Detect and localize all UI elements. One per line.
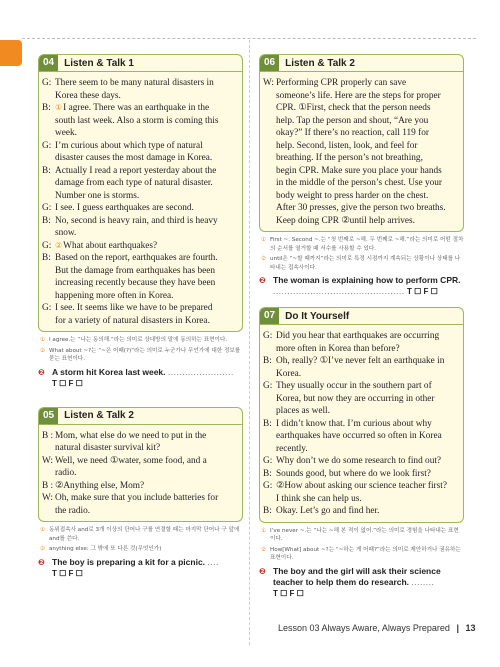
notes <box>259 523 464 563</box>
dialogue-line <box>42 115 238 128</box>
section-number: 04 <box>39 55 58 71</box>
dialogue-line <box>42 102 238 115</box>
note-number: ② <box>40 347 46 354</box>
grammar-note <box>261 236 464 253</box>
line-text <box>276 127 459 140</box>
section-06 <box>259 54 464 232</box>
speaker-label <box>42 442 55 455</box>
line-text-content: CPR. ①First, check that the person needs <box>276 103 431 113</box>
line-text <box>276 380 459 393</box>
line-text <box>276 77 459 90</box>
dialogue-line <box>263 102 459 115</box>
line-text-content: begin CPR. Make sure you place your hands <box>276 165 442 176</box>
line-text <box>55 442 238 455</box>
line-text-content: I see. It seems like we have to be prepared <box>55 303 213 313</box>
dialogue-line <box>42 302 238 315</box>
speaker-label <box>42 227 55 240</box>
speaker-label <box>263 493 276 506</box>
line-text-content: Mom, what else do we need to put in the <box>55 430 207 441</box>
speaker-label <box>42 190 55 203</box>
line-text <box>276 102 459 115</box>
grammar-note <box>261 546 464 563</box>
line-text-content: I agree. There was an earthquake in the <box>63 103 210 113</box>
dialogue <box>39 425 242 522</box>
dialogue-line <box>42 442 238 455</box>
question-text: The boy and the girl will ask their science teacher to help them do research. <box>273 565 441 587</box>
speaker-label <box>263 443 276 456</box>
line-text-content: for a variety of natural disasters in Korea. <box>55 315 210 326</box>
true-false-boxes: T ☐ F ☐ <box>52 378 83 388</box>
speaker-label: W: <box>42 455 54 466</box>
question-text: The woman is explaining how to perform CPR. <box>273 275 461 285</box>
note-number: ① <box>261 527 267 534</box>
speaker-label <box>42 152 55 165</box>
page-edge-tab <box>0 40 22 66</box>
grammar-note <box>40 336 243 345</box>
speaker-label <box>263 202 276 215</box>
line-text-content: disaster causes the most damage in Korea. <box>55 153 213 163</box>
line-text <box>55 290 238 303</box>
dialogue-line <box>263 355 459 368</box>
line-text-content: They usually occur in the southern part of <box>276 381 432 391</box>
line-text-content: radio. <box>55 468 77 478</box>
note-marker: ② <box>55 240 63 250</box>
line-text-content: Korea. <box>276 368 302 379</box>
line-text-content: earthquakes have occurred so often in Korea <box>276 431 442 441</box>
dialogue-line <box>263 115 459 128</box>
speaker-label <box>263 343 276 356</box>
line-text-content: increasing recently because they have been <box>55 278 216 288</box>
speaker-label <box>42 90 55 103</box>
dialogue-line <box>42 165 238 178</box>
right-column <box>259 54 464 599</box>
section-header <box>260 55 463 72</box>
dialogue-line <box>263 127 459 140</box>
line-text <box>276 355 459 368</box>
line-text <box>55 90 238 103</box>
speaker-label <box>42 277 55 290</box>
dialogue-line <box>42 290 238 303</box>
line-text-content: I see. I guess earthquakes are second. <box>55 203 194 213</box>
speaker-label <box>42 290 55 303</box>
speaker-label: B: <box>42 103 51 113</box>
note-text: I’ve never ~.는 “나는 ~해 본 적이 없어.”라는 의미로 경험을 나타내는 표현이다. <box>270 527 459 542</box>
dialogue-line <box>263 418 459 431</box>
line-text <box>55 315 238 328</box>
section-header <box>260 308 463 325</box>
line-text <box>276 443 459 456</box>
speaker-label: W: <box>42 493 54 503</box>
dialogue-line <box>42 140 238 153</box>
line-text-content: After 30 presses, give the person two breaths. <box>276 203 446 213</box>
column-divider <box>249 40 250 645</box>
dialogue-line <box>42 152 238 165</box>
speaker-label: B: <box>42 165 51 176</box>
speaker-label <box>263 393 276 406</box>
line-text <box>55 240 238 253</box>
dialogue-line <box>42 455 238 468</box>
line-text-content: natural disaster survival kit? <box>55 443 161 453</box>
line-text <box>55 252 238 265</box>
line-text <box>55 227 238 240</box>
line-text-content: body weight to press harder on the chest. <box>276 190 429 201</box>
footer-lesson: Lesson 03 Always Aware, Always Prepared <box>278 623 450 633</box>
dialogue-line <box>263 343 459 356</box>
speaker-label: B : <box>42 480 54 491</box>
dialogue-line <box>263 202 459 215</box>
line-text-content: south last week. Also a storm is coming this <box>55 115 219 126</box>
speaker-label: G: <box>42 78 52 88</box>
question-icon: ❷ <box>38 367 45 377</box>
notes <box>38 332 243 364</box>
note-text: What about ~?는 “~은 어때(?)”라는 의미로 누군가나 무언가에 대한 정보를 묻는 표현이다. <box>49 347 241 362</box>
speaker-label: B: <box>263 356 272 366</box>
line-text-content: Well, we need ①water, some food, and a <box>55 455 207 466</box>
line-text <box>276 330 459 343</box>
line-text <box>276 202 459 215</box>
line-text <box>55 467 238 480</box>
speaker-label <box>263 140 276 153</box>
line-text-content: Number one is storms. <box>55 190 140 201</box>
dialogue-line <box>263 405 459 418</box>
line-text-content: Based on the report, earthquakes are fourth. <box>55 253 218 263</box>
speaker-label: B: <box>263 506 272 516</box>
dialogue-line <box>42 467 238 480</box>
question-text: A storm hit Korea last week. <box>52 366 166 377</box>
speaker-label <box>263 127 276 140</box>
line-text-content: the radio. <box>55 505 91 516</box>
line-text <box>276 393 459 406</box>
line-text <box>276 343 459 356</box>
line-text <box>276 177 459 190</box>
line-text-content: Performing CPR properly can save <box>276 78 407 88</box>
speaker-label <box>263 90 276 103</box>
line-text <box>55 505 238 518</box>
dialogue-line <box>263 430 459 443</box>
dialogue-line <box>263 152 459 165</box>
line-text <box>276 152 459 165</box>
line-text-content: damage from each type of natural disaster. <box>55 178 213 188</box>
dialogue <box>260 325 463 522</box>
dialogue-line <box>263 480 459 493</box>
dialogue-line <box>42 492 238 505</box>
line-text <box>276 505 459 518</box>
dialogue-line <box>263 165 459 178</box>
dialogue-line <box>42 190 238 203</box>
line-text <box>276 190 459 203</box>
section-title: Do It Yourself <box>285 310 350 322</box>
speaker-label <box>263 405 276 418</box>
speaker-label: B: <box>42 215 51 226</box>
line-text-content: But the damage from earthquakes has been <box>55 265 216 276</box>
line-text-content: Korea these days. <box>55 90 121 101</box>
question-text: The boy is preparing a kit for a picnic. <box>52 556 206 567</box>
line-text <box>55 202 238 215</box>
line-text <box>55 430 238 443</box>
dialogue-line <box>42 252 238 265</box>
line-text <box>276 215 459 228</box>
line-text-content: Keep doing CPR ②until help arrives. <box>276 215 415 226</box>
dialogue-line <box>42 215 238 228</box>
line-text-content: ②How about asking our science teacher first? <box>276 481 447 491</box>
line-text <box>55 77 238 90</box>
line-text-content: ②Anything else, Mom? <box>55 480 145 491</box>
speaker-label <box>42 505 55 518</box>
line-text <box>55 455 238 468</box>
note-number: ① <box>40 337 46 343</box>
speaker-label <box>263 152 276 165</box>
question-icon: ❷ <box>259 566 266 576</box>
dialogue <box>39 72 242 331</box>
page-footer: Lesson 03 Always Aware, Always Prepared | 13 <box>278 623 476 633</box>
question-icon: ❷ <box>38 557 45 567</box>
line-text-content: help. Second, listen, look, and feel for <box>276 140 418 151</box>
section-header <box>39 55 242 72</box>
line-text <box>55 480 238 493</box>
note-text: 동위접속사 and로 3개 이상의 단어나 구를 연결할 때는 마지막 단어나 구 앞에 and를 쓴다. <box>49 527 240 542</box>
line-text-content: more often in Korea than before? <box>276 343 400 354</box>
dialogue-line <box>263 393 459 406</box>
line-text <box>55 492 238 505</box>
speaker-label <box>263 177 276 190</box>
line-text-content: Okay. Let’s go and find her. <box>276 506 380 516</box>
dialogue-line <box>42 77 238 90</box>
question-icon: ❷ <box>259 276 266 285</box>
dialogue-line <box>42 90 238 103</box>
line-text-content: places as well. <box>276 406 330 416</box>
line-text <box>276 368 459 381</box>
dialogue-line <box>42 430 238 443</box>
speaker-label <box>42 115 55 128</box>
grammar-note <box>40 526 243 543</box>
line-text <box>55 152 238 165</box>
speaker-label <box>42 467 55 480</box>
section-07 <box>259 307 464 523</box>
speaker-label: G: <box>42 140 52 151</box>
line-text-content: snow. <box>55 228 77 238</box>
section-title: Listen & Talk 1 <box>64 57 134 69</box>
section-number: 06 <box>260 55 279 71</box>
speaker-label <box>263 215 276 228</box>
tf-question: ❷ The boy is preparing a kit for a picnic. .... T ☐ F ☐ <box>38 556 219 578</box>
line-text-content: I didn’t know that. I’m curious about why <box>276 418 432 429</box>
line-text-content: happening more often in Korea. <box>55 290 174 301</box>
speaker-label: B : <box>42 430 54 441</box>
dialogue-line <box>42 202 238 215</box>
line-text-content: Sounds good, but where do we look first? <box>276 468 431 479</box>
section-04 <box>38 54 243 332</box>
note-marker: ① <box>55 103 63 112</box>
line-text-content: What about earthquakes? <box>63 240 158 251</box>
dialogue-line <box>263 190 459 203</box>
speaker-label <box>263 115 276 128</box>
note-text: I agree.는 “나는 동의해.”라는 의미로 상대방의 말에 동의하는 표현이다. <box>49 337 228 343</box>
line-text-content: Oh, make sure that you include batteries for <box>55 493 219 503</box>
line-text <box>276 405 459 418</box>
dialogue-line <box>263 443 459 456</box>
line-text-content: Korea, but now they are occurring in other <box>276 393 435 404</box>
speaker-label: B: <box>263 468 272 479</box>
line-text-content: Actually I read a report yesterday about the <box>55 165 217 176</box>
line-text <box>276 493 459 506</box>
true-false-boxes: T ☐ F ☐ <box>52 568 83 578</box>
speaker-label: G: <box>263 331 273 341</box>
line-text <box>276 480 459 493</box>
dialogue-line <box>42 240 238 253</box>
dialogue-line <box>42 315 238 328</box>
dialogue-line <box>263 493 459 506</box>
line-text <box>55 165 238 178</box>
line-text <box>276 115 459 128</box>
tf-question: ❷ A storm hit Korea last week. ....................... T ☐ F ☐ <box>38 366 234 388</box>
speaker-label <box>263 102 276 115</box>
speaker-label: G: <box>263 456 273 466</box>
note-number: ② <box>261 546 267 553</box>
line-text-content: breathing. If the person’s not breathing, <box>276 153 423 163</box>
speaker-label: G: <box>42 203 52 213</box>
dialogue-line <box>42 227 238 240</box>
speaker-label <box>42 315 55 328</box>
speaker-label <box>42 177 55 190</box>
line-text <box>55 102 238 115</box>
notes <box>259 232 464 272</box>
line-text-content: recently. <box>276 443 308 454</box>
speaker-label <box>263 165 276 178</box>
line-text-content: I think she can help us. <box>276 493 362 504</box>
dialogue-line <box>263 505 459 518</box>
true-false-boxes: T ☐ F ☐ <box>407 287 438 296</box>
note-text: How[What] about ~?는 “~하는 게 어때?”라는 의미로 제안하거나 권유하는 표현이다. <box>270 546 461 561</box>
dialogue-line <box>263 177 459 190</box>
dialogue-line <box>263 90 459 103</box>
dialogue-line <box>263 140 459 153</box>
dialogue-line <box>42 127 238 140</box>
speaker-label <box>263 190 276 203</box>
speaker-label: G: <box>263 381 273 391</box>
dialogue-line <box>42 265 238 278</box>
speaker-label <box>42 265 55 278</box>
line-text <box>55 140 238 153</box>
speaker-label <box>263 430 276 443</box>
line-text <box>55 265 238 278</box>
section-title: Listen & Talk 2 <box>64 410 134 421</box>
line-text <box>55 277 238 290</box>
dialogue-line <box>42 505 238 518</box>
note-number: ② <box>261 256 267 262</box>
note-number: ① <box>40 527 46 533</box>
speaker-label: G: <box>42 240 52 251</box>
dialogue-line <box>263 368 459 381</box>
line-text <box>55 127 238 140</box>
line-text-content: Oh, really? ①I’ve never felt an earthquake in <box>276 356 445 366</box>
line-text-content: No, second is heavy rain, and third is heavy <box>55 215 218 226</box>
dialogue-line <box>42 480 238 493</box>
page-number: 13 <box>465 623 476 633</box>
speaker-label <box>263 368 276 381</box>
dialogue-line <box>263 380 459 393</box>
grammar-note <box>40 545 243 554</box>
grammar-note <box>261 527 464 544</box>
line-text <box>276 90 459 103</box>
dialogue-line <box>263 468 459 481</box>
note-number: ① <box>261 237 267 243</box>
line-text-content: help. Tap the person and shout, “Are you <box>276 115 429 126</box>
dialogue-line <box>42 177 238 190</box>
tf-question: ❷ The woman is explaining how to perform CPR. .............................................. T ☐ F ☐ <box>259 275 461 296</box>
line-text <box>276 468 459 481</box>
speaker-label: B: <box>42 253 51 263</box>
dialogue-line <box>263 215 459 228</box>
grammar-note <box>261 255 464 272</box>
notes <box>38 522 243 554</box>
note-text: until은 “~할 때까지”라는 의미로 특정 시점까지 계속되는 상황이나 상태를 나타내는 접속사이다. <box>270 256 461 271</box>
line-text-content: in the middle of the person’s chest. Use your <box>276 178 443 188</box>
line-text <box>276 455 459 468</box>
section-number: 05 <box>39 408 58 424</box>
line-text <box>55 177 238 190</box>
line-text <box>55 190 238 203</box>
line-text-content: Did you hear that earthquakes are occurring <box>276 331 440 341</box>
speaker-label: G: <box>263 481 273 491</box>
line-text <box>276 165 459 178</box>
speaker-label <box>42 127 55 140</box>
line-text-content: someone’s life. Here are the steps for proper <box>276 90 441 101</box>
section-number: 07 <box>260 308 279 324</box>
line-text <box>276 418 459 431</box>
note-text: First ~. Second ~.는 “첫 번째로 ~해. 두 번째로 ~해.”라는 의미로 어떤 절차의 순서를 열거할 때 서수를 사용할 수 있다. <box>270 237 464 252</box>
line-text-content: There seem to be many natural disasters in <box>55 78 214 88</box>
true-false-boxes: T ☐ F ☐ <box>273 588 304 598</box>
grammar-note <box>40 347 243 364</box>
line-text <box>276 140 459 153</box>
speaker-label: G: <box>42 303 52 313</box>
speaker-label: B: <box>263 418 272 429</box>
speaker-label: W: <box>263 78 275 88</box>
note-number: ② <box>40 546 46 552</box>
line-text <box>55 302 238 315</box>
line-text-content: Why don’t we do some research to find out? <box>276 456 442 466</box>
dialogue-line <box>263 455 459 468</box>
dialogue-line <box>263 77 459 90</box>
dialogue-line <box>42 277 238 290</box>
section-header <box>39 408 242 425</box>
line-text <box>55 215 238 228</box>
line-text-content: week. <box>55 128 77 138</box>
left-column <box>38 54 243 579</box>
line-text <box>55 115 238 128</box>
line-text-content: okay?” If there’s no reaction, call 119 for <box>276 128 429 138</box>
dialogue-line <box>263 330 459 343</box>
line-text-content: I’m curious about which type of natural <box>55 140 203 151</box>
dialogue <box>260 72 463 231</box>
line-text <box>276 430 459 443</box>
section-title: Listen & Talk 2 <box>285 57 355 69</box>
tf-question: ❷ The boy and the girl will ask their science teacher to help them do research. ........ T ☐ F ☐ <box>259 565 441 598</box>
section-05 <box>38 407 243 523</box>
note-text: anything else: 그 밖에 또 다른 것(무엇인가) <box>49 546 162 552</box>
